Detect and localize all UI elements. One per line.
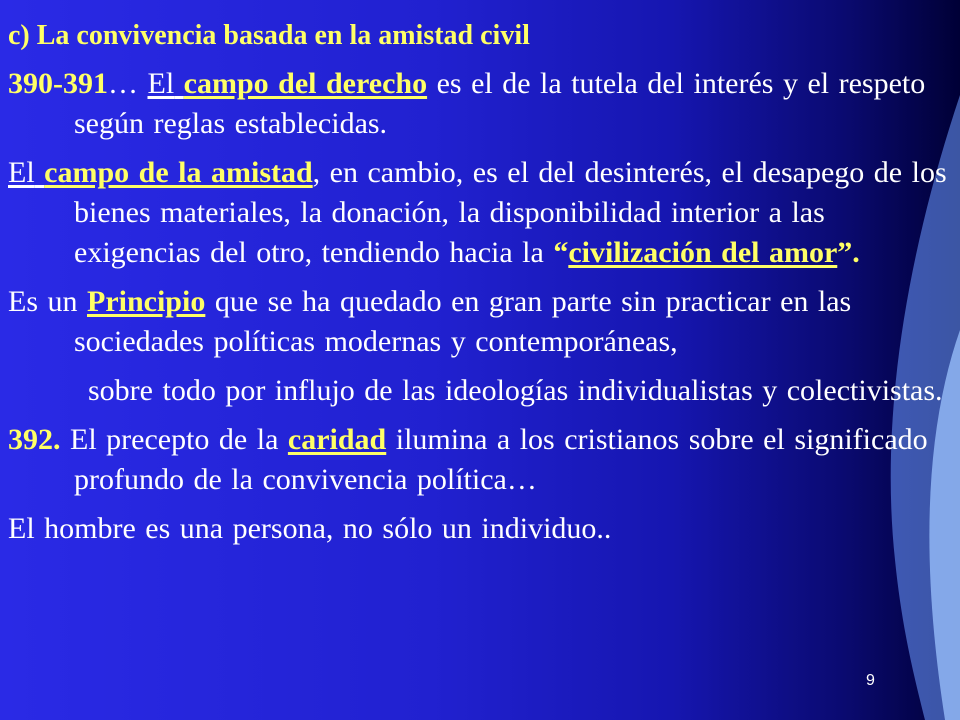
paragraph-2 (8, 153, 948, 273)
emphasis-civilizacion-del-amor: civilización del amor (568, 236, 838, 269)
underlined-space (174, 67, 184, 100)
paragraph-text: es el de la tutela del interés y el respeto según reglas establecidas. (74, 67, 926, 140)
paragraph-4 (8, 371, 948, 411)
emphasis-campo-de-la-amistad: campo de la amistad (44, 156, 313, 189)
paragraph-lead: Es un (8, 285, 87, 318)
page-number: 9 (866, 672, 875, 689)
emphasis-principio: Principio (87, 285, 206, 318)
slide-content (8, 18, 948, 558)
underlined-article: El (147, 67, 175, 100)
paragraph-text: ilumina a los cristianos sobre el significado profundo de la convivencia política… (74, 423, 928, 496)
slide-title: c) La convivencia basada en la amistad civil (8, 20, 530, 51)
paragraph-text: que se ha quedado en gran parte sin practicar en las sociedades políticas modernas y contemporáneas, (74, 285, 852, 358)
paragraph-text: , en cambio, es el del desinterés, el desapego de los bienes materiales, la donación, la disponibilidad interior a las exigencias del otro, tendiendo hacia la (74, 156, 947, 269)
paragraph-5 (8, 420, 948, 500)
ellipsis-text: … (108, 67, 148, 100)
paragraph-text: El hombre es una persona, no sólo un individuo.. (8, 512, 612, 545)
emphasis-campo-del-derecho: campo del derecho (183, 67, 428, 100)
paragraph-text: sobre todo por influjo de las ideologías individualistas y colectivistas. (88, 374, 943, 407)
emphasis-caridad: caridad (287, 423, 387, 456)
paragraph-6 (8, 509, 948, 549)
quote-close: ”. (837, 236, 860, 269)
paragraph-lead: El precepto de la (60, 423, 288, 456)
paragraph-number: 390-391 (8, 67, 108, 100)
paragraph-1 (8, 64, 948, 144)
paragraph-3 (8, 282, 948, 362)
paragraph-number: 392. (8, 423, 61, 456)
quote-open: “ (553, 236, 569, 269)
underlined-space (35, 156, 45, 189)
underlined-article: El (8, 156, 35, 189)
